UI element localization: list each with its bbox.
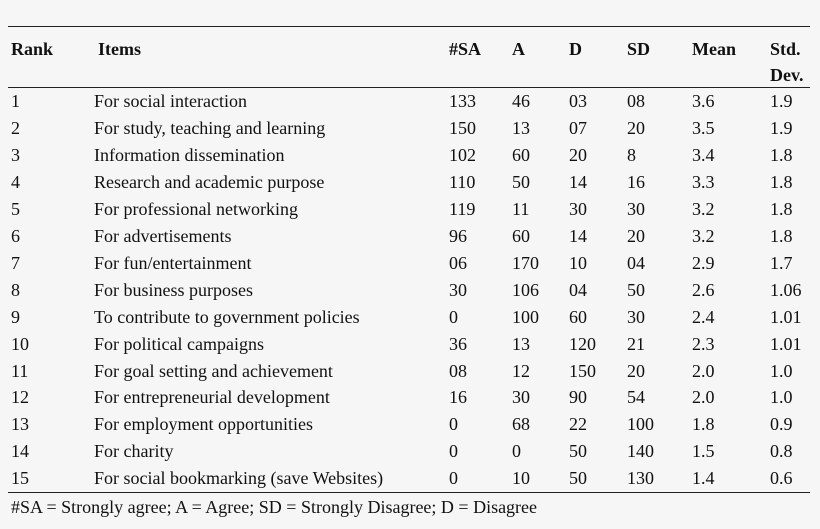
cell-item: For employment opportunities bbox=[94, 414, 313, 435]
cell-strongly-agree: 36 bbox=[449, 333, 467, 354]
table-row bbox=[0, 438, 820, 465]
cell-strongly-disagree: 04 bbox=[627, 252, 645, 273]
cell-std-dev: 1.8 bbox=[770, 198, 793, 219]
cell-disagree: 150 bbox=[569, 360, 596, 381]
header-disagree: D bbox=[569, 39, 582, 59]
cell-item: For professional networking bbox=[94, 198, 298, 219]
cell-strongly-agree: 0 bbox=[449, 441, 458, 462]
cell-rank: 9 bbox=[11, 306, 20, 327]
table-row bbox=[0, 250, 820, 277]
cell-item: For social bookmarking (save Websites) bbox=[94, 468, 384, 489]
cell-agree: 68 bbox=[512, 414, 530, 435]
cell-strongly-agree: 133 bbox=[449, 91, 476, 111]
table-row bbox=[0, 358, 820, 385]
cell-strongly-agree: 110 bbox=[449, 171, 476, 192]
header-strongly-disagree: SD bbox=[627, 39, 651, 59]
cell-strongly-disagree: 140 bbox=[627, 441, 654, 462]
cell-agree: 170 bbox=[512, 252, 539, 273]
cell-disagree: 20 bbox=[569, 144, 587, 165]
table-footnote: #SA = Strongly agree; A = Agree; SD = Strongly Disagree; D = Disagree bbox=[11, 497, 538, 517]
cell-strongly-agree: 96 bbox=[449, 225, 467, 246]
cell-rank: 4 bbox=[11, 171, 20, 192]
cell-std-dev: 0.6 bbox=[770, 468, 793, 489]
cell-std-dev: 1.8 bbox=[770, 225, 793, 246]
cell-item: For fun/entertainment bbox=[94, 252, 252, 273]
cell-disagree: 22 bbox=[569, 414, 587, 435]
cell-strongly-agree: 0 bbox=[449, 468, 458, 489]
cell-strongly-disagree: 08 bbox=[627, 91, 645, 111]
cell-mean: 3.2 bbox=[692, 198, 715, 219]
cell-disagree: 50 bbox=[569, 468, 587, 489]
cell-item: For social interaction bbox=[94, 91, 247, 111]
cell-strongly-agree: 06 bbox=[449, 252, 467, 273]
cell-rank: 7 bbox=[11, 252, 20, 273]
table-row bbox=[0, 384, 820, 411]
table-row bbox=[0, 115, 820, 142]
cell-rank: 10 bbox=[11, 333, 29, 354]
cell-disagree: 60 bbox=[569, 306, 587, 327]
cell-disagree: 120 bbox=[569, 333, 596, 354]
cell-strongly-disagree: 100 bbox=[627, 414, 654, 435]
cell-agree: 60 bbox=[512, 225, 530, 246]
cell-disagree: 14 bbox=[569, 171, 587, 192]
cell-mean: 1.5 bbox=[692, 441, 715, 462]
cell-agree: 10 bbox=[512, 468, 530, 489]
cell-strongly-agree: 0 bbox=[449, 414, 458, 435]
cell-rank: 13 bbox=[11, 414, 29, 435]
header-items: Items bbox=[98, 39, 141, 59]
table-row bbox=[0, 331, 820, 358]
table-bottom-rule bbox=[8, 492, 810, 493]
cell-mean: 3.5 bbox=[692, 117, 715, 138]
header-rank: Rank bbox=[11, 39, 54, 59]
cell-rank: 1 bbox=[11, 91, 20, 111]
cell-std-dev: 1.7 bbox=[770, 252, 793, 273]
cell-disagree: 07 bbox=[569, 117, 587, 138]
table-row bbox=[0, 223, 820, 250]
cell-rank: 2 bbox=[11, 117, 20, 138]
cell-agree: 0 bbox=[512, 441, 521, 462]
cell-disagree: 50 bbox=[569, 441, 587, 462]
cell-agree: 11 bbox=[512, 198, 530, 219]
table-row bbox=[0, 465, 820, 492]
cell-agree: 46 bbox=[512, 91, 530, 111]
cell-strongly-agree: 30 bbox=[449, 279, 467, 300]
cell-std-dev: 1.8 bbox=[770, 171, 793, 192]
cell-strongly-agree: 102 bbox=[449, 144, 476, 165]
cell-agree: 60 bbox=[512, 144, 530, 165]
cell-strongly-agree: 08 bbox=[449, 360, 467, 381]
cell-mean: 3.2 bbox=[692, 225, 715, 246]
cell-rank: 5 bbox=[11, 198, 20, 219]
header-mean: Mean bbox=[692, 39, 736, 59]
table-top-rule bbox=[8, 26, 810, 27]
cell-std-dev: 0.9 bbox=[770, 414, 793, 435]
cell-mean: 2.3 bbox=[692, 333, 715, 354]
cell-agree: 13 bbox=[512, 117, 530, 138]
cell-item: For advertisements bbox=[94, 225, 232, 246]
table-row bbox=[0, 196, 820, 223]
cell-mean: 3.4 bbox=[692, 144, 715, 165]
cell-agree: 50 bbox=[512, 171, 530, 192]
cell-strongly-disagree: 30 bbox=[627, 306, 645, 327]
cell-strongly-disagree: 130 bbox=[627, 468, 654, 489]
table-row bbox=[0, 142, 820, 169]
header-agree: A bbox=[512, 39, 525, 59]
cell-strongly-disagree: 21 bbox=[627, 333, 645, 354]
cell-agree: 12 bbox=[512, 360, 530, 381]
table-row bbox=[0, 277, 820, 304]
cell-item: For business purposes bbox=[94, 279, 254, 300]
cell-strongly-agree: 0 bbox=[449, 306, 458, 327]
cell-std-dev: 1.9 bbox=[770, 117, 793, 138]
cell-strongly-disagree: 20 bbox=[627, 117, 645, 138]
header-std-dev-line1: Std. bbox=[770, 39, 801, 59]
cell-rank: 11 bbox=[11, 360, 29, 381]
cell-std-dev: 1.0 bbox=[770, 387, 793, 408]
cell-mean: 1.4 bbox=[692, 468, 715, 489]
cell-rank: 14 bbox=[11, 441, 29, 462]
cell-strongly-disagree: 50 bbox=[627, 279, 645, 300]
cell-agree: 13 bbox=[512, 333, 530, 354]
table-row bbox=[0, 304, 820, 331]
cell-mean: 2.0 bbox=[692, 387, 715, 408]
cell-item: For study, teaching and learning bbox=[94, 117, 326, 138]
cell-strongly-disagree: 8 bbox=[627, 144, 636, 165]
cell-disagree: 03 bbox=[569, 91, 587, 111]
cell-disagree: 04 bbox=[569, 279, 587, 300]
cell-rank: 12 bbox=[11, 387, 29, 408]
cell-strongly-agree: 150 bbox=[449, 117, 476, 138]
cell-rank: 8 bbox=[11, 279, 20, 300]
cell-disagree: 14 bbox=[569, 225, 587, 246]
cell-mean: 2.9 bbox=[692, 252, 715, 273]
cell-std-dev: 1.0 bbox=[770, 360, 793, 381]
cell-item: For entrepreneurial development bbox=[94, 387, 330, 408]
cell-mean: 3.3 bbox=[692, 171, 715, 192]
cell-strongly-disagree: 30 bbox=[627, 198, 645, 219]
cell-mean: 2.0 bbox=[692, 360, 715, 381]
cell-strongly-disagree: 20 bbox=[627, 225, 645, 246]
cell-strongly-agree: 119 bbox=[449, 198, 476, 219]
cell-std-dev: 1.8 bbox=[770, 144, 793, 165]
cell-strongly-disagree: 54 bbox=[627, 387, 645, 408]
cell-std-dev: 1.01 bbox=[770, 333, 802, 354]
cell-agree: 30 bbox=[512, 387, 530, 408]
cell-mean: 2.4 bbox=[692, 306, 715, 327]
cell-mean: 3.6 bbox=[692, 91, 715, 111]
header-std-dev-line2: Dev. bbox=[770, 65, 804, 85]
cell-item: For charity bbox=[94, 441, 174, 462]
table-row bbox=[0, 169, 820, 196]
cell-strongly-agree: 16 bbox=[449, 387, 467, 408]
cell-agree: 100 bbox=[512, 306, 539, 327]
cell-agree: 106 bbox=[512, 279, 539, 300]
cell-item: To contribute to government policies bbox=[94, 306, 360, 327]
cell-strongly-disagree: 20 bbox=[627, 360, 645, 381]
cell-item: For political campaigns bbox=[94, 333, 264, 354]
cell-strongly-disagree: 16 bbox=[627, 171, 645, 192]
cell-rank: 15 bbox=[11, 468, 29, 489]
table-row bbox=[0, 88, 820, 115]
cell-disagree: 30 bbox=[569, 198, 587, 219]
cell-disagree: 10 bbox=[569, 252, 587, 273]
cell-mean: 2.6 bbox=[692, 279, 715, 300]
cell-rank: 6 bbox=[11, 225, 20, 246]
cell-mean: 1.8 bbox=[692, 414, 715, 435]
cell-item: Research and academic purpose bbox=[94, 171, 325, 192]
cell-std-dev: 1.06 bbox=[770, 279, 802, 300]
cell-std-dev: 1.01 bbox=[770, 306, 802, 327]
table-row bbox=[0, 411, 820, 438]
cell-std-dev: 1.9 bbox=[770, 91, 793, 111]
cell-rank: 3 bbox=[11, 144, 20, 165]
cell-item: Information dissemination bbox=[94, 144, 285, 165]
header-strongly-agree: #SA bbox=[449, 39, 482, 59]
cell-disagree: 90 bbox=[569, 387, 587, 408]
cell-std-dev: 0.8 bbox=[770, 441, 793, 462]
cell-item: For goal setting and achievement bbox=[94, 360, 333, 381]
